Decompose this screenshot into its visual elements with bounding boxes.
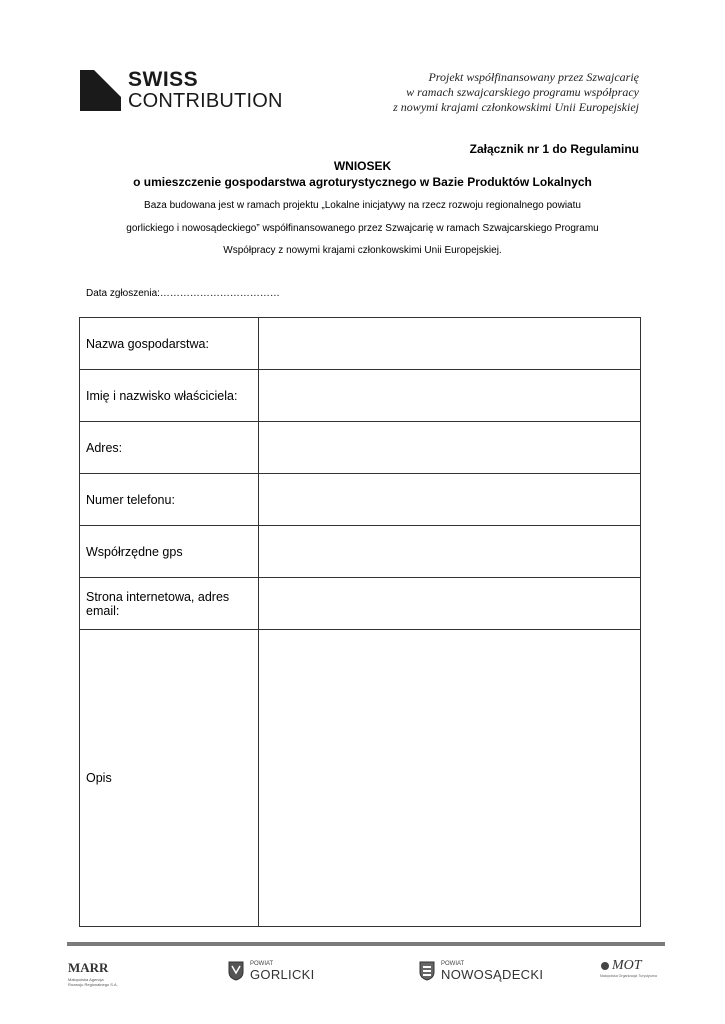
description-line-1: Baza budowana jest w ramach projektu „Lokalne inicjatywy na rzecz rozwoju regionalnego powiatu — [144, 200, 581, 211]
form-row-address — [80, 422, 641, 474]
form-label-phone: Numer telefonu: — [80, 474, 259, 526]
powiat-nowosadecki-logo — [419, 961, 543, 981]
form-label-website: Strona internetowa, adres email: — [80, 578, 259, 630]
logo-line-2: CONTRIBUTION — [128, 90, 283, 112]
mot-logo-sub: Małopolska Organizacja Turystyczna — [600, 974, 657, 978]
gorlicki-crest-icon — [228, 961, 244, 981]
form-row-farm-name — [80, 318, 641, 370]
application-form-table — [79, 317, 641, 927]
marr-logo — [68, 960, 118, 987]
description-paragraph — [86, 195, 639, 263]
form-row-gps — [80, 526, 641, 578]
gorlicki-big-label: GORLICKI — [250, 967, 315, 982]
document-title: WNIOSEK — [333, 159, 392, 173]
form-value-address[interactable] — [259, 422, 641, 474]
form-label-gps: Współrzędne gps — [80, 526, 259, 578]
form-value-owner-name[interactable] — [259, 370, 641, 422]
gorlicki-small-label: POWIAT — [250, 961, 274, 967]
form-value-gps[interactable] — [259, 526, 641, 578]
form-row-owner-name — [80, 370, 641, 422]
footer-divider — [67, 942, 665, 946]
mot-logo — [600, 958, 657, 978]
form-label-owner-name: Imię i nazwisko właściciela: — [80, 370, 259, 422]
form-row-website — [80, 578, 641, 630]
project-cofinancing-note — [393, 70, 639, 115]
form-row-phone — [80, 474, 641, 526]
swiss-contribution-logo-mark — [80, 70, 121, 111]
nowosadecki-small-label: POWIAT — [441, 961, 465, 967]
form-value-description[interactable] — [259, 630, 641, 927]
form-value-farm-name[interactable] — [259, 318, 641, 370]
annex-label: Załącznik nr 1 do Regulaminu — [469, 142, 639, 156]
mot-swirl-icon — [600, 961, 610, 971]
form-label-description: Opis — [80, 630, 259, 927]
description-line-3: Współpracy z nowymi krajami członkowskimi Unii Europejskiej. — [223, 245, 502, 256]
form-value-website[interactable] — [259, 578, 641, 630]
form-label-farm-name: Nazwa gospodarstwa: — [80, 318, 259, 370]
marr-logo-sub: Małopolska Agencja Rozwoju Regionalnego S.A. — [68, 977, 118, 987]
powiat-gorlicki-logo — [228, 961, 315, 981]
form-row-description — [80, 630, 641, 927]
marr-logo-name: MARR — [68, 960, 109, 975]
submission-date-field[interactable]: Data zgłoszenia:……………………………… — [86, 288, 280, 299]
swiss-contribution-logo — [80, 69, 283, 111]
nowosadecki-crest-icon — [419, 961, 435, 981]
document-subtitle: o umieszczenie gospodarstwa agroturystycznego w Bazie Produktów Lokalnych — [133, 175, 592, 189]
nowosadecki-big-label: NOWOSĄDECKI — [441, 967, 544, 982]
footer-logos — [0, 958, 725, 988]
form-label-address: Adres: — [80, 422, 259, 474]
project-note-line-2: w ramach szwajcarskiego programu współpracy — [406, 85, 639, 99]
mot-logo-name: MOT — [612, 958, 642, 973]
project-note-line-3: z nowymi krajami członkowskimi Unii Europejskiej — [393, 100, 639, 114]
project-note-line-1: Projekt współfinansowany przez Szwajcarię — [428, 70, 639, 84]
description-line-2: gorlickiego i nowosądeckiego” współfinansowanego przez Szwajcarię w ramach Szwajcarskiego Programu — [126, 222, 599, 234]
logo-line-1: SWISS — [128, 68, 199, 91]
form-value-phone[interactable] — [259, 474, 641, 526]
